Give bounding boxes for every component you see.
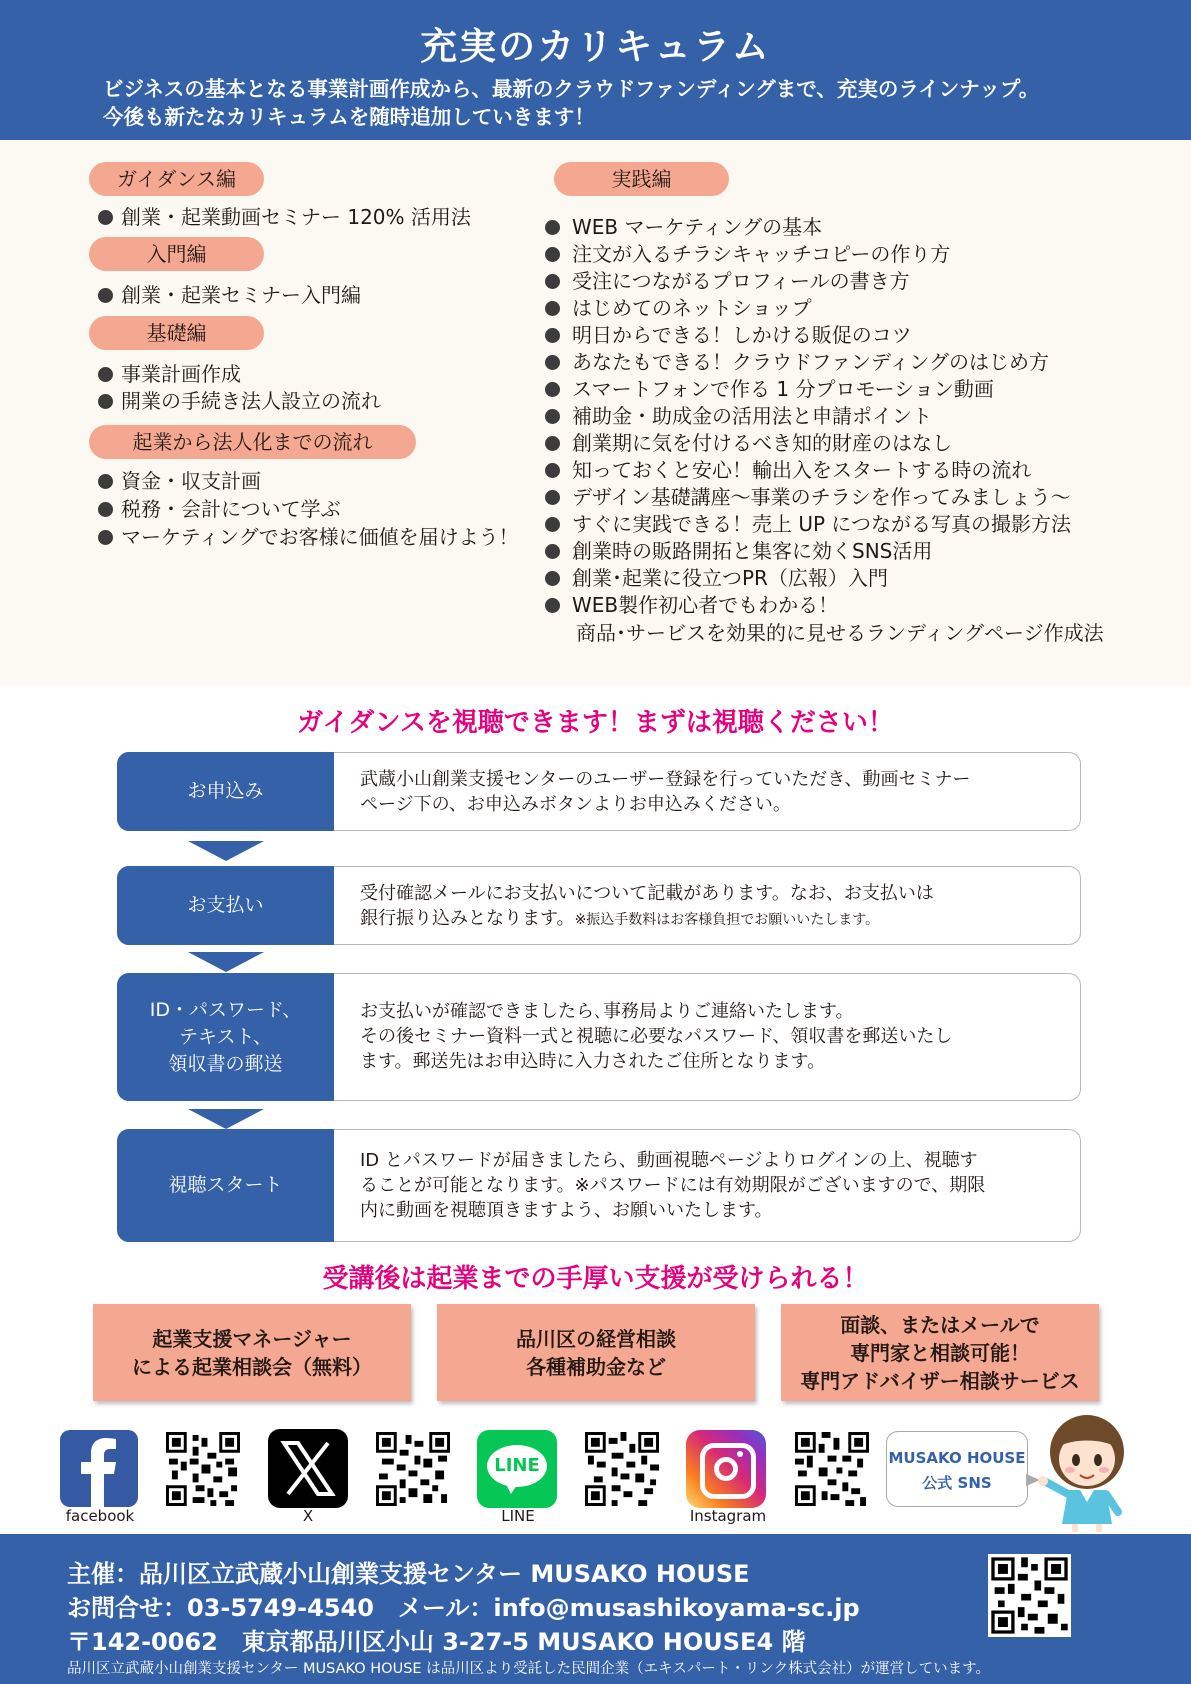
support-heading: 受講後は起業までの手厚い支援が受けられる！ xyxy=(322,1264,869,1294)
x-qr-code-icon xyxy=(376,1432,450,1506)
step-payment xyxy=(117,866,1081,945)
x-icon[interactable] xyxy=(268,1429,348,1508)
bullet-icon xyxy=(98,210,113,225)
bullet-icon xyxy=(98,530,113,545)
list-item: はじめてのネットショップ xyxy=(545,295,812,322)
instagram-qr-code-icon xyxy=(795,1432,869,1506)
bullet-icon xyxy=(545,301,560,316)
bullet-icon xyxy=(545,247,560,262)
list-item: 受注につながるプロフィールの書き方 xyxy=(545,268,910,295)
list-item: 明日からできる！しかける販促のコツ xyxy=(545,322,912,349)
x-label: X xyxy=(302,1507,314,1525)
footer-host: 主催：品川区立武蔵小山創業支援センター MUSAKO HOUSE xyxy=(67,1560,750,1588)
bullet-icon xyxy=(98,367,113,382)
bullet-icon xyxy=(545,355,560,370)
bullet-icon xyxy=(545,490,560,505)
facebook-icon[interactable] xyxy=(60,1430,138,1507)
list-item: 創業・起業セミナー入門編 xyxy=(98,282,361,309)
list-item: 事業計画作成 xyxy=(98,361,241,388)
pill-incorporation: 起業から法人化までの流れ xyxy=(89,425,416,459)
step-label: ID・パスワード、 テキスト、 領収書の郵送 xyxy=(117,973,334,1101)
footer-address: 〒142-0062 東京都品川区小山 3-27-5 MUSAKO HOUSE4 階 xyxy=(67,1628,806,1656)
list-item: 開業の手続き法人設立の流れ xyxy=(98,388,381,415)
list-item: 注文が入るチラシキャッチコピーの作り方 xyxy=(545,241,950,268)
bullet-icon xyxy=(545,274,560,289)
list-item: 知っておくと安心！輸出入をスタートする時の流れ xyxy=(545,457,1031,484)
bullet-icon xyxy=(98,474,113,489)
footer-contact: お問合せ：03-5749-4540 メール：info@musashikoyama-sc.jp xyxy=(67,1594,860,1622)
bullet-icon xyxy=(98,502,113,517)
header-banner xyxy=(0,0,1191,140)
list-item: WEB マーケティングの基本 xyxy=(545,214,822,241)
list-item: WEB製作初心者でもわかる！ xyxy=(545,592,838,619)
list-item: 補助金・助成金の活用法と申請ポイント xyxy=(545,403,932,430)
facebook-qr-code-icon xyxy=(166,1432,240,1506)
bullet-icon xyxy=(545,436,560,451)
step-text: 武蔵小山創業支援センターのユーザー登録を行っていただき、動画セミナー ページ下の、お申込みボタンよりお申込みください。 xyxy=(360,769,971,815)
list-item: すぐに実践できる！売上 UP につながる写真の撮影方法 xyxy=(545,511,1071,538)
list-item: 創業･起業に役立つPR（広報）入門 xyxy=(545,565,888,592)
support-box-advisor: 面談、またはメールで 専門家と相談可能！ 専門アドバイザー相談サービス xyxy=(781,1304,1099,1401)
header-subtitle-2: 今後も新たなカリキュラムを随時追加していきます！ xyxy=(103,105,595,129)
list-item: スマートフォンで作る 1 分プロモーション動画 xyxy=(545,376,994,403)
support-box-consultation: 起業支援マネージャー による起業相談会（無料） xyxy=(93,1304,411,1401)
bullet-icon xyxy=(545,409,560,424)
step-label: お支払い xyxy=(117,866,334,945)
line-icon[interactable]: LINE xyxy=(477,1430,557,1508)
instagram-label: Instagram xyxy=(689,1507,767,1525)
list-item: 創業・起業動画セミナー 120% 活用法 xyxy=(98,204,471,231)
step-id-password xyxy=(117,973,1081,1101)
step-label: 視聴スタート xyxy=(117,1129,334,1242)
bullet-icon xyxy=(545,517,560,532)
down-arrow-icon xyxy=(188,1109,264,1129)
facebook-label: facebook xyxy=(65,1507,135,1525)
sns-speech-bubble: MUSAKO HOUSE 公式 SNS xyxy=(886,1431,1028,1507)
step-apply xyxy=(117,752,1081,831)
support-box-shinagawa: 品川区の経営相談 各種補助金など xyxy=(437,1304,755,1401)
bullet-icon xyxy=(545,463,560,478)
list-item: マーケティングでお客様に価値を届けよう！ xyxy=(98,524,519,551)
list-item: 創業時の販路開拓と集客に効くSNS活用 xyxy=(545,538,932,565)
footer-note: 品川区立武蔵小山創業支援センター MUSAKO HOUSE は品川区より受託した民間企業（エキスパート・リンク株式会社）が運営しています。 xyxy=(67,1661,990,1677)
header-subtitle-1: ビジネスの基本となる事業計画作成から、最新のクラウドファンディングまで、充実のラインナップ。 xyxy=(103,77,1040,101)
step-text: ID とパスワードが届きましたら、動画視聴ページよりログインの上、視聴す ることが可能となります。※パスワードには有効期限がございますので、期限 内に動画を視聴頂きますよう、お願いいたします。 xyxy=(360,1150,986,1221)
bullet-icon xyxy=(98,394,113,409)
bullet-icon xyxy=(545,598,560,613)
pill-practice: 実践編 xyxy=(554,162,729,196)
list-item: デザイン基礎講座～事業のチラシを作ってみましょう～ xyxy=(545,484,1071,511)
step-text: お支払いが確認できましたら､事務局よりご連絡いたします。 その後セミナー資料一式と視聴に必要なパスワード、領収書を郵送いたし ます。郵送先はお申込時に入力されたご住所となります。 xyxy=(360,1001,953,1072)
step-viewing-start xyxy=(117,1129,1081,1242)
bullet-icon xyxy=(545,382,560,397)
step-label: お申込み xyxy=(117,752,334,831)
list-item: 税務・会計について学ぶ xyxy=(98,496,341,523)
list-item: 資金・収支計画 xyxy=(98,468,261,495)
mascot-character-icon xyxy=(1032,1412,1144,1534)
bullet-icon xyxy=(545,571,560,586)
line-qr-code-icon xyxy=(585,1432,659,1506)
down-arrow-icon xyxy=(188,841,264,861)
list-item-continuation: 商品･サービスを効果的に見せるランディングページ作成法 xyxy=(576,621,1104,645)
instagram-icon[interactable] xyxy=(686,1430,766,1508)
steps-heading: ガイダンスを視聴できます！まずは視聴ください！ xyxy=(297,708,894,738)
pill-intro: 入門編 xyxy=(89,237,264,271)
bullet-icon xyxy=(98,288,113,303)
curriculum-section xyxy=(0,140,1191,686)
footer-qr-code-icon xyxy=(988,1554,1071,1637)
bullet-icon xyxy=(545,544,560,559)
bullet-icon xyxy=(545,328,560,343)
down-arrow-icon xyxy=(188,952,264,972)
page-title: 充実のカリキュラム xyxy=(420,25,771,68)
list-item: あなたもできる！クラウドファンディングのはじめ方 xyxy=(545,349,1049,376)
step-text: 受付確認メールにお支払いについて記載があります。なお、お支払いは 銀行振り込みとなります。※振込手数料はお客様負担でお願いいたします。 xyxy=(360,883,934,929)
list-item: 創業期に気を付けるべき知的財産のはなし xyxy=(545,430,952,457)
bullet-icon xyxy=(545,220,560,235)
pill-basic: 基礎編 xyxy=(89,316,264,350)
pill-guidance: ガイダンス編 xyxy=(89,162,264,196)
line-label: LINE xyxy=(501,1507,535,1525)
